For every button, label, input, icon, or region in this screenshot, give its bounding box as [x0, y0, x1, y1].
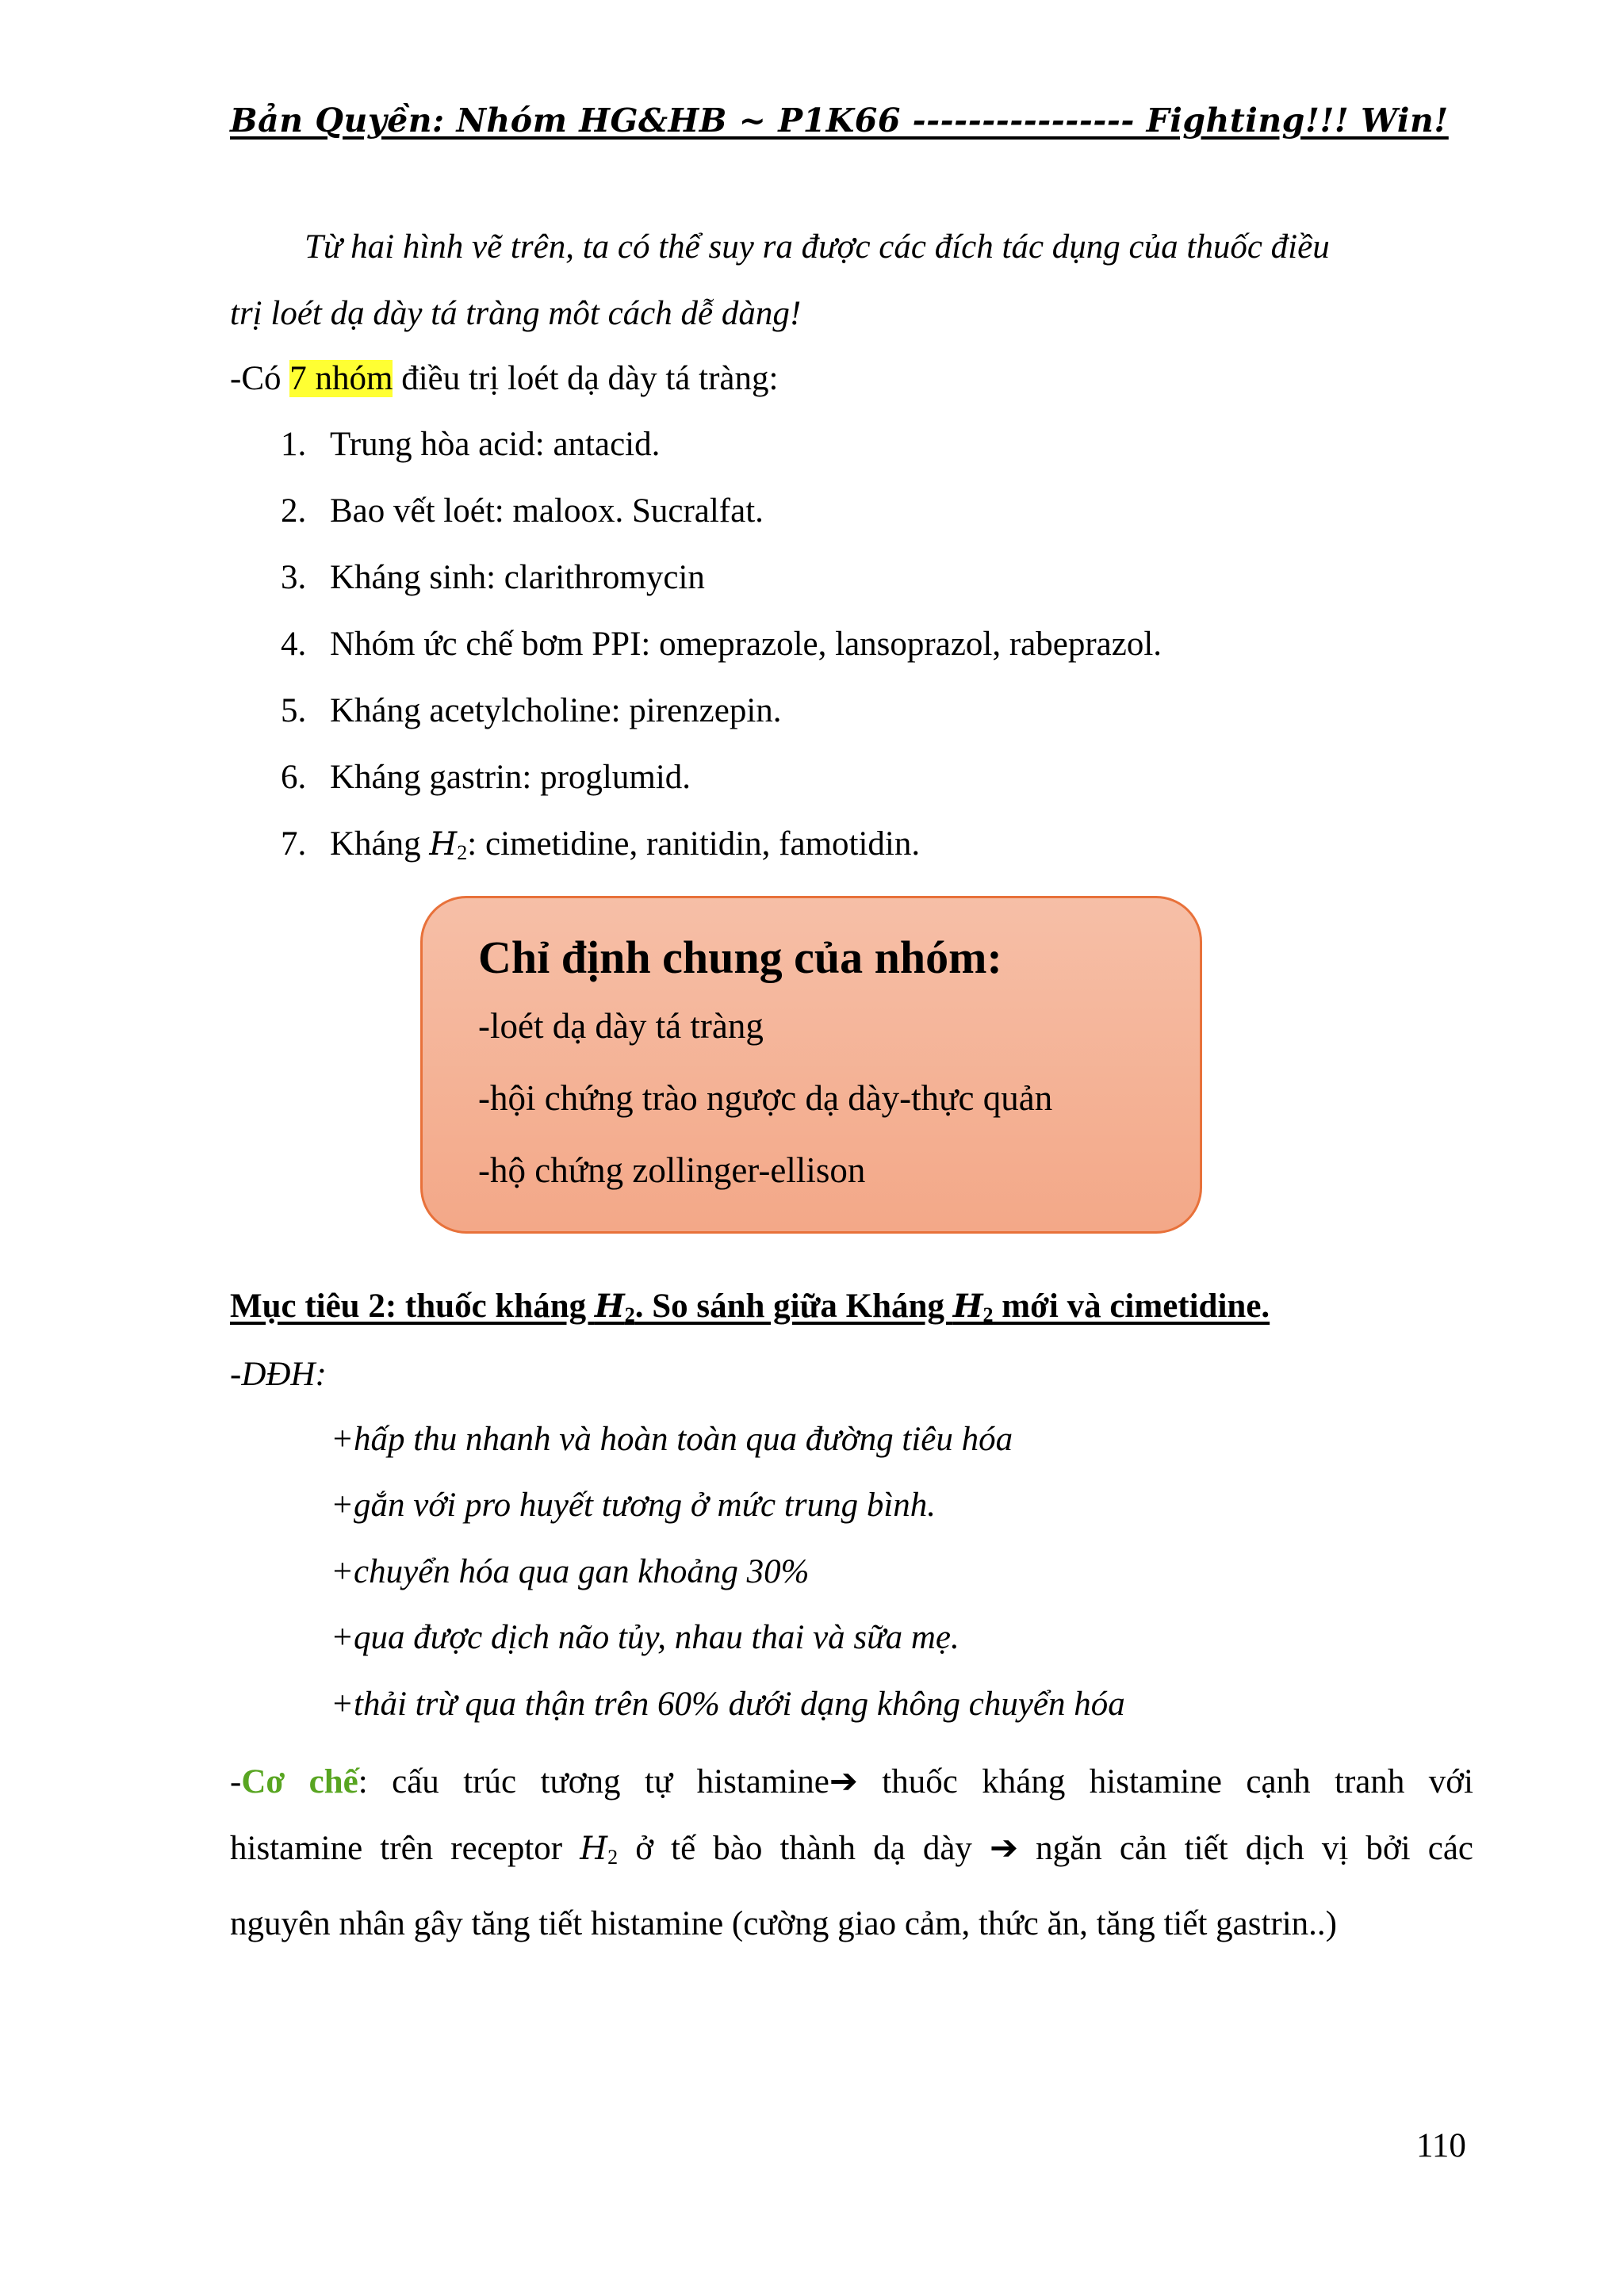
list-item: 5. Kháng acetylcholine: pirenzepin.: [281, 692, 782, 729]
pk-item: +hấp thu nhanh và hoàn toàn qua đường tiêu hóa: [331, 1421, 1013, 1458]
page-header: Bản Quyền: Nhóm HG&HB ~ P1K66 ---------------- Fighting!!! Win!: [230, 101, 1449, 140]
list-item: 2. Bao vết loét: maloox. Sucralfat.: [281, 492, 764, 530]
mechanism-line-2: histamine trên receptor $H_2$ ở tế bào thành dạ dày ➔ ngăn cản tiết dịch vị bởi các: [230, 1830, 1473, 1869]
page-number: 110: [1416, 2127, 1466, 2164]
mechanism-line-3: nguyên nhân gây tăng tiết histamine (cường giao cảm, thức ăn, tăng tiết gastrin..): [230, 1905, 1337, 1942]
groups-lead: [230, 358, 778, 400]
arrow-icon: ➔: [990, 1830, 1019, 1867]
lead-suffix: điều trị loét dạ dày tá tràng:: [393, 360, 779, 397]
pk-item: +gắn với pro huyết tương ở mức trung bình.: [331, 1487, 936, 1524]
lead-prefix: -Có: [230, 360, 290, 397]
callout-item: -hộ chứng zollinger-ellison: [478, 1150, 866, 1190]
callout-item: -loét dạ dày tá tràng: [478, 1005, 764, 1046]
drug-group-list: [281, 424, 1162, 890]
mechanism-label: Cơ chế: [241, 1763, 358, 1800]
mechanism-line-1: -Cơ chế: cấu trúc tương tự histamine➔ thuốc kháng histamine cạnh tranh với: [230, 1763, 1473, 1800]
pk-item: +chuyển hóa qua gan khoảng 30%: [331, 1553, 810, 1590]
mechanism-paragraph: [230, 1749, 1473, 1957]
list-item: 6. Kháng gastrin: proglumid.: [281, 759, 691, 796]
list-item: 7. Kháng $H_2$: cimetidine, ranitidin, famotidin.: [281, 825, 921, 864]
section-heading-goal-2: Mục tiêu 2: thuốc kháng $H_2$. So sánh giữa Kháng $H_2$ mới và cimetidine.: [230, 1288, 1270, 1326]
callout-item: -hội chứng trào ngược dạ dày-thực quản: [478, 1077, 1053, 1118]
arrow-icon: ➔: [829, 1763, 858, 1800]
list-item: 4. Nhóm ức chế bơm PPI: omeprazole, lansoprazol, rabeprazol.: [281, 626, 1162, 663]
pharmacokinetics-label: -DĐH:: [230, 1356, 327, 1393]
list-item: 3. Kháng sinh: clarithromycin: [281, 559, 705, 596]
h2-symbol: H: [429, 826, 458, 863]
intro-line-2: trị loét dạ dày tá tràng môt cách dễ dàng!: [230, 295, 802, 332]
pk-item: +thải trừ qua thận trên 60% dưới dạng không chuyển hóa: [331, 1686, 1125, 1723]
pk-item: +qua được dịch não tủy, nhau thai và sữa mẹ.: [331, 1619, 959, 1656]
list-item: 1. Trung hòa acid: antacid.: [281, 426, 661, 463]
highlighted-count: 7 nhóm: [289, 360, 393, 397]
callout-title: Chỉ định chung của nhóm:: [478, 932, 1002, 983]
intro-line-1: Từ hai hình vẽ trên, ta có thể suy ra được các đích tác dụng của thuốc điều: [304, 228, 1330, 266]
indication-callout-box: [420, 896, 1202, 1234]
